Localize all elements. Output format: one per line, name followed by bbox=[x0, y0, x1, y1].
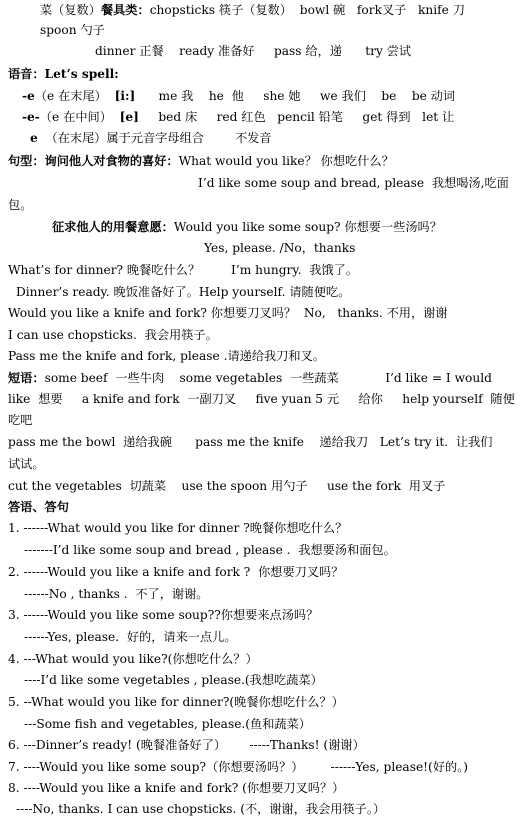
text-line bbox=[24, 586, 208, 602]
text-run: cut the vegetables 切蔬菜 use the spoon 用勺子 use the fork 用叉子 bbox=[8, 479, 446, 493]
text-line bbox=[24, 629, 237, 645]
text-line bbox=[16, 801, 385, 817]
text-line bbox=[8, 412, 32, 428]
bold-text: [i:] bbox=[114, 89, 136, 103]
text-run: I can use chopsticks. 我会用筷子。 bbox=[8, 328, 218, 342]
text-line bbox=[8, 66, 119, 82]
text-run: What would you like？ 你想吃什么？ bbox=[178, 154, 394, 168]
text-line bbox=[8, 607, 318, 623]
text-run: ------Yes, please. 好的，请来一点儿。 bbox=[24, 630, 237, 644]
text-run: 5. --What would you like for dinner?(晚餐你想吃什么？） bbox=[8, 695, 344, 709]
text-run: -------I’d like some soup and bread , please . 我想要汤和面包。 bbox=[24, 543, 396, 557]
text-line bbox=[8, 197, 32, 213]
text-line bbox=[30, 130, 272, 146]
text-line bbox=[95, 43, 411, 59]
text-line bbox=[8, 262, 358, 278]
text-line bbox=[8, 391, 515, 407]
text-line bbox=[24, 672, 323, 688]
text-line bbox=[8, 153, 394, 169]
text-run: spoon 勺子 bbox=[40, 23, 105, 37]
bold-text: 句型：询问他人对食物的喜好： bbox=[8, 154, 179, 168]
bold-text: 短语： bbox=[8, 371, 45, 385]
text-line bbox=[8, 759, 468, 775]
text-run: bed 床 red 红色 pencil 铅笔 get 得到 let 让 bbox=[138, 110, 455, 124]
text-line bbox=[8, 564, 343, 580]
text-run: 1. ------What would you like for dinner ?晚餐你想吃什么？ bbox=[8, 521, 348, 535]
text-run: 2. ------Would you like a knife and fork ? 你想要刀叉吗？ bbox=[8, 565, 344, 579]
text-line bbox=[8, 434, 492, 450]
text-run: 6. ---Dinner’s ready! (晚餐准备好了） -----Thanks! (谢谢） bbox=[8, 738, 365, 752]
text-run: 4. ---What would you like?(你想吃什么？） bbox=[8, 652, 258, 666]
text-run: 菜（复数） bbox=[40, 3, 101, 17]
text-line bbox=[8, 499, 69, 515]
text-run: ----No, thanks. I can use chopsticks. (不，谢谢，我会用筷子。） bbox=[16, 802, 386, 816]
text-run: like 想要 a knife and fork 一副刀叉 five yuan 5 元 给你 help yourself 随便 bbox=[8, 392, 515, 406]
text-run: （e 在中间） bbox=[39, 110, 120, 124]
text-run: Pass me the knife and fork, please .请递给我刀和叉。 bbox=[8, 349, 325, 363]
text-run: ------No , thanks . 不了，谢谢。 bbox=[24, 587, 209, 601]
text-line bbox=[8, 348, 325, 364]
text-line bbox=[8, 305, 448, 321]
text-run: 包。 bbox=[8, 198, 33, 212]
text-run: ----I’d like some vegetables , please.(我想吃蔬菜） bbox=[24, 673, 323, 687]
bold-text: 征求他人的用餐意愿： bbox=[52, 220, 174, 234]
text-line bbox=[8, 456, 45, 472]
bold-text: e bbox=[30, 131, 38, 145]
text-line bbox=[22, 88, 455, 104]
text-line bbox=[16, 284, 350, 300]
text-run: pass me the bowl 递给我碗 pass me the knife 递给我刀 Let’s try it. 让我们 bbox=[8, 435, 493, 449]
text-run: I’d like some soup and bread, please 我想喝汤,吃面 bbox=[198, 176, 509, 190]
text-line bbox=[22, 109, 454, 125]
text-run: me 我 he 他 she 她 we 我们 be be 动词 bbox=[135, 89, 456, 103]
text-run: some beef 一些牛肉 some vegetables 一些蔬菜 I’d like = I would bbox=[44, 371, 492, 385]
text-line bbox=[8, 737, 365, 753]
text-line bbox=[8, 651, 258, 667]
text-run: 吃吧 bbox=[8, 413, 33, 427]
text-line bbox=[8, 780, 344, 796]
text-line bbox=[8, 327, 218, 343]
text-line bbox=[40, 22, 105, 38]
text-run: dinner 正餐 ready 准备好 pass 给，递 try 尝试 bbox=[95, 44, 412, 58]
text-line bbox=[40, 2, 465, 18]
text-run: 试试。 bbox=[8, 457, 45, 471]
text-run: Would you like a knife and fork? 你想要刀叉吗？ No, thanks. 不用，谢谢 bbox=[8, 306, 448, 320]
text-run: 8. ----Would you like a knife and fork? (你想要刀叉吗？） bbox=[8, 781, 345, 795]
text-line bbox=[204, 240, 355, 256]
bold-text: 语音：Let’s spell: bbox=[8, 67, 119, 81]
text-run: 7. ----Would you like some soup?（你想要汤吗？） ------Yes, please!(好的。) bbox=[8, 760, 469, 774]
text-run: What’s for dinner? 晚餐吃什么？ I’m hungry. 我饿了。 bbox=[8, 263, 358, 277]
text-line bbox=[8, 478, 445, 494]
bold-text: -e bbox=[22, 89, 35, 103]
text-line bbox=[8, 694, 344, 710]
text-line bbox=[24, 716, 311, 732]
text-run: （在末尾）属于元音字母组合 不发音 bbox=[37, 131, 272, 145]
bold-text: -e- bbox=[22, 110, 40, 124]
text-line bbox=[8, 520, 347, 536]
text-run: ---Some fish and vegetables, please.(鱼和蔬菜） bbox=[24, 717, 311, 731]
text-line bbox=[52, 219, 442, 235]
bold-text: [e] bbox=[119, 110, 139, 124]
text-run: chopsticks 筷子（复数） bowl 碗 fork叉子 knife 刀 bbox=[149, 3, 465, 17]
text-run: Would you like some soup? 你想要一些汤吗？ bbox=[173, 220, 442, 234]
bold-text: 餐具类： bbox=[100, 3, 150, 17]
text-line bbox=[198, 175, 509, 191]
text-run: Yes, please. /No，thanks bbox=[204, 241, 356, 255]
text-line bbox=[24, 542, 396, 558]
text-run: 3. ------Would you like some soup??你想要来点汤吗？ bbox=[8, 608, 319, 622]
bold-text: 答语、答句 bbox=[8, 500, 69, 514]
text-run: （e 在末尾） bbox=[34, 89, 115, 103]
text-run: Dinner’s ready. 晚饭准备好了。Help yourself. 请随便吃。 bbox=[16, 285, 351, 299]
text-line bbox=[8, 370, 492, 386]
